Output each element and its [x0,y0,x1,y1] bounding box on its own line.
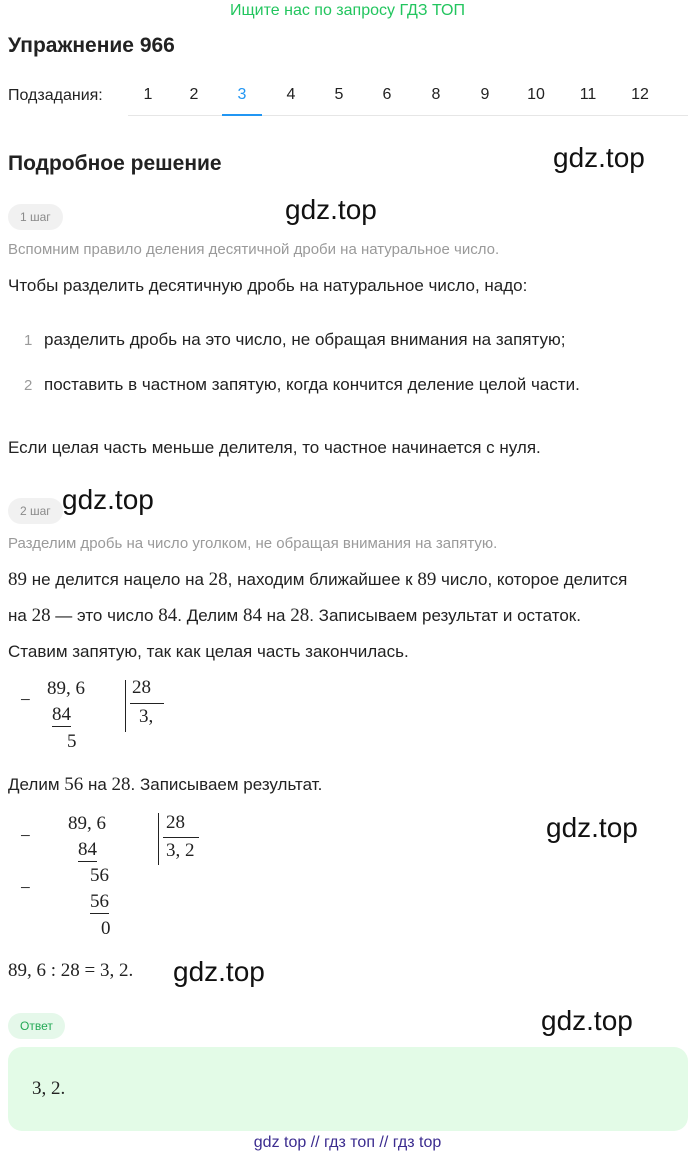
subtrahend: 84 [52,704,71,725]
rule-number: 2 [24,377,33,394]
text-part: . Делим [177,606,243,625]
divisor: 28 [166,812,185,833]
divisor: 28 [132,677,151,698]
rule-text: поставить в частном запятую, когда кончится деление целой части. [44,375,580,394]
text-part: число, которое делится [436,570,628,589]
math-number: 84 [242,605,262,626]
quotient: 3, [139,706,154,727]
minus-sign: − [20,690,31,711]
solution-title: Подробное решение [8,152,222,175]
watermark: gdz.top [173,956,265,987]
math-number: 28 [31,605,51,626]
text-part: на [8,606,32,625]
tab-9[interactable]: 9 [480,86,490,103]
tab-3-active[interactable]: 3 [222,78,262,116]
tab-2[interactable]: 2 [189,86,199,103]
step-2-badge: 2 шаг [8,498,63,524]
step-1-badge: 1 шаг [8,204,63,230]
step-1-note: Если целая часть меньше делителя, то частное начинается с нуля. [8,438,541,457]
quotient: 3, 2 [166,840,195,861]
minus-sign: − [20,878,31,899]
division-bracket [125,680,126,732]
remainder: 0 [101,918,111,939]
step-2-line-1 [8,569,627,591]
answer-badge: Ответ [8,1013,65,1039]
division-bracket [158,813,159,865]
tab-6[interactable]: 6 [382,86,392,103]
math-number: 28 [111,774,131,795]
tab-8[interactable]: 8 [431,86,441,103]
tab-5[interactable]: 5 [334,86,344,103]
remainder: 56 [90,865,109,886]
tab-10[interactable]: 10 [527,86,545,103]
watermark: gdz.top [62,484,154,515]
watermark: gdz.top [546,812,638,843]
step-2-line-2 [8,605,581,627]
math-number: 84 [158,605,178,626]
tab-11[interactable]: 11 [579,86,597,103]
text-part: . Записываем результат и остаток. [309,606,581,625]
text-part: на [261,606,291,625]
dividend: 89, 6 [47,678,85,699]
text-part: на [83,775,112,794]
tab-4[interactable]: 4 [286,86,296,103]
divisor-line [163,837,199,838]
tab-12[interactable]: 12 [631,86,649,103]
dividend: 89, 6 [68,813,106,834]
text-part: Делим [8,775,65,794]
answer-box [8,1047,688,1131]
promo-banner[interactable]: Ищите нас по запросу ГДЗ ТОП [230,2,465,19]
result-equation: 89, 6 : 28 = 3, 2. [8,960,134,981]
divisor-line [130,703,164,704]
step-2-line-4 [8,774,322,796]
subtrahend: 56 [90,891,109,912]
step-2-line-3: Ставим запятую, так как целая часть закончилась. [8,642,409,661]
math-number: 89 [8,569,27,590]
rule-text: разделить дробь на это число, не обращая внимания на запятую; [44,330,566,349]
tab-1[interactable]: 1 [143,86,153,103]
page-title: Упражнение 966 [8,34,175,57]
step-1-intro: Чтобы разделить десятичную дробь на натуральное число, надо: [8,276,528,295]
math-number: 28 [290,605,310,626]
answer-value: 3, 2. [32,1078,66,1099]
text-part: — это число [50,606,159,625]
math-number: 56 [64,774,84,795]
watermark: gdz.top [285,194,377,225]
step-2-hint: Разделим дробь на число уголком, не обращая внимания на запятую. [8,535,498,552]
remainder: 5 [67,731,77,752]
math-number: 89 [417,569,437,590]
minus-sign: − [20,826,31,847]
text-part: , находим ближайшее к [227,570,418,589]
footer-links[interactable]: gdz top // гдз топ // гдз top [253,1134,442,1151]
subtrahend: 84 [78,839,97,860]
subtasks-tabs [128,78,688,116]
math-number: 28 [208,569,228,590]
subtasks-label: Подзадания: [8,87,103,104]
watermark: gdz.top [541,1005,633,1036]
watermark: gdz.top [553,142,645,173]
step-1-hint: Вспомним правило деления десятичной дроби на натуральное число. [8,241,500,258]
text-part: не делится нацело на [27,570,209,589]
text-part: . Записываем результат. [130,775,323,794]
rule-number: 1 [24,332,33,349]
